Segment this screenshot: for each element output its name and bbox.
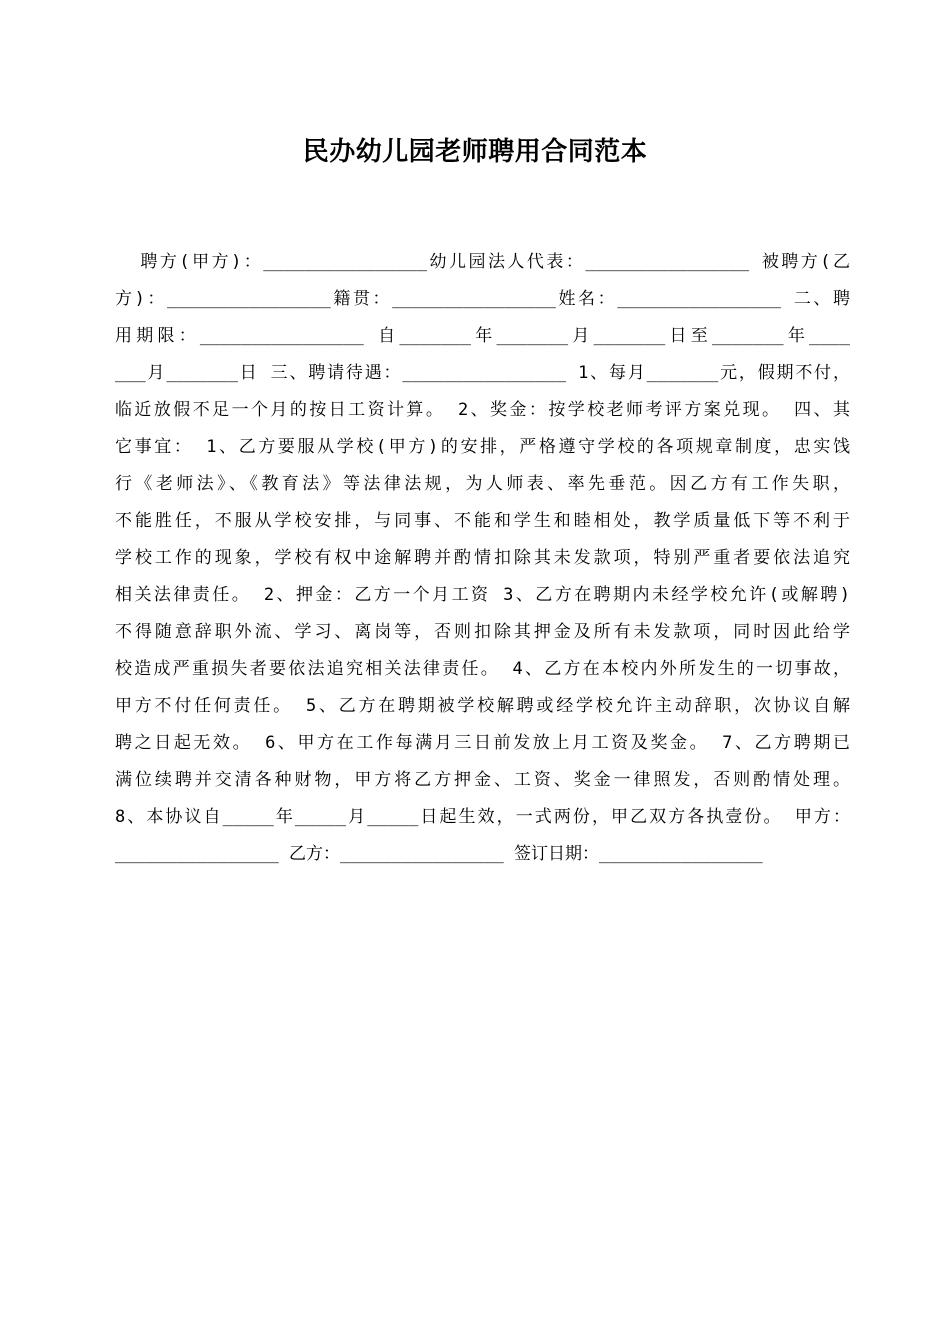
document-title: 民办幼儿园老师聘用合同范本	[302, 137, 648, 167]
body-line-8: 不能胜任，不服从学校安排，与同事、不能和学生和睦相处，教学质量低下等不利于	[115, 511, 850, 531]
body-line-2: 方)：________________籍贯：________________姓名：________________ 二、聘	[115, 289, 850, 309]
body-line-12: 校造成严重损失者要依法追究相关法律责任。 4、乙方在本校内外所发生的一切事故，	[115, 659, 850, 679]
body-line-4: ___月_______日 三、聘请待遇：________________ 1、每月_______元，假期不付，	[115, 363, 850, 383]
body-line-5: 临近放假不足一个月的按日工资计算。 2、奖金：按学校老师考评方案兑现。 四、其	[115, 400, 850, 420]
body-line-11: 不得随意辞职外流、学习、离岗等，否则扣除其押金及所有未发款项，同时因此给学	[115, 622, 850, 642]
body-line-7: 行《老师法》、《教育法》等法律法规，为人师表、率先垂范。因乙方有工作失职，	[115, 474, 850, 494]
body-line-3: 用期限：________________ 自_______年_______月_______日至_______年____	[115, 326, 850, 346]
body-line-9: 学校工作的现象，学校有权中途解聘并酌情扣除其未发款项，特别严重者要依法追究	[115, 548, 850, 568]
body-line-6: 它事宜： 1、乙方要服从学校(甲方)的安排，严格遵守学校的各项规章制度，忠实饯	[115, 437, 850, 457]
body-line-1: 聘方(甲方)：________________幼儿园法人代表：________________ 被聘方(乙	[115, 252, 850, 272]
body-line-16: 8、本协议自_____年_____月_____日起生效，一式两份，甲乙双方各执壹份。 甲方：	[115, 807, 850, 827]
body-line-14: 聘之日起无效。 6、甲方在工作每满月三日前发放上月工资及奖金。 7、乙方聘期已	[115, 733, 850, 753]
body-line-13: 甲方不付任何责任。 5、乙方在聘期被学校解聘或经学校允许主动辞职，次协议自解	[115, 696, 850, 716]
body-line-15: 满位续聘并交清各种财物，甲方将乙方押金、工资、奖金一律照发，否则酌情处理。	[115, 770, 850, 790]
body-line-10: 相关法律责任。 2、押金：乙方一个月工资 3、乙方在聘期内未经学校允许(或解聘)	[115, 585, 850, 605]
body-line-17: ________________ 乙方：________________ 签订日期：________________	[115, 844, 763, 864]
